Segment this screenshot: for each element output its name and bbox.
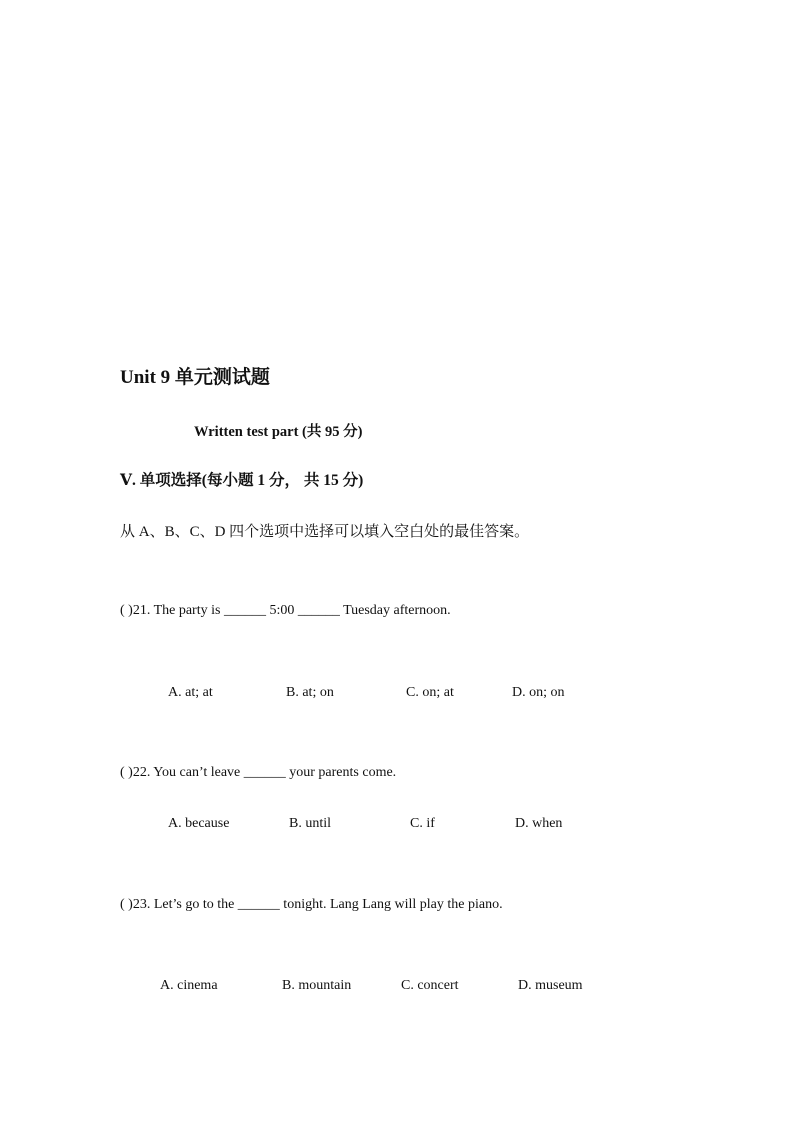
question-23-option-c: C. concert bbox=[401, 978, 459, 993]
question-21-option-b: B. at; on bbox=[286, 685, 334, 700]
question-21-stem: ( )21. The party is ______ 5:00 ______ Tuesday afternoon. bbox=[120, 603, 451, 618]
question-22-option-d: D. when bbox=[515, 816, 563, 831]
question-23-stem: ( )23. Let’s go to the ______ tonight. Lang Lang will play the piano. bbox=[120, 897, 503, 912]
question-22-option-a: A. because bbox=[168, 816, 230, 831]
question-23-option-b: B. mountain bbox=[282, 978, 352, 993]
section-heading: Ⅴ. 单项选择(每小题 1 分， 共 15 分) bbox=[120, 472, 364, 489]
question-21-option-c: C. on; at bbox=[406, 685, 454, 700]
question-23-option-a: A. cinema bbox=[160, 978, 218, 993]
question-21-option-d: D. on; on bbox=[512, 685, 565, 700]
question-23-option-d: D. museum bbox=[518, 978, 583, 993]
section-instructions: 从 A、B、C、D 四个选项中选择可以填入空白处的最佳答案。 bbox=[120, 524, 530, 540]
document-subtitle: Written test part (共 95 分) bbox=[194, 424, 363, 440]
question-22-option-c: C. if bbox=[410, 816, 435, 831]
question-22-stem: ( )22. You can’t leave ______ your parents come. bbox=[120, 765, 397, 780]
document-title: Unit 9 单元测试题 bbox=[120, 367, 270, 388]
question-22-option-b: B. until bbox=[289, 816, 332, 831]
question-21-option-a: A. at; at bbox=[168, 685, 213, 700]
